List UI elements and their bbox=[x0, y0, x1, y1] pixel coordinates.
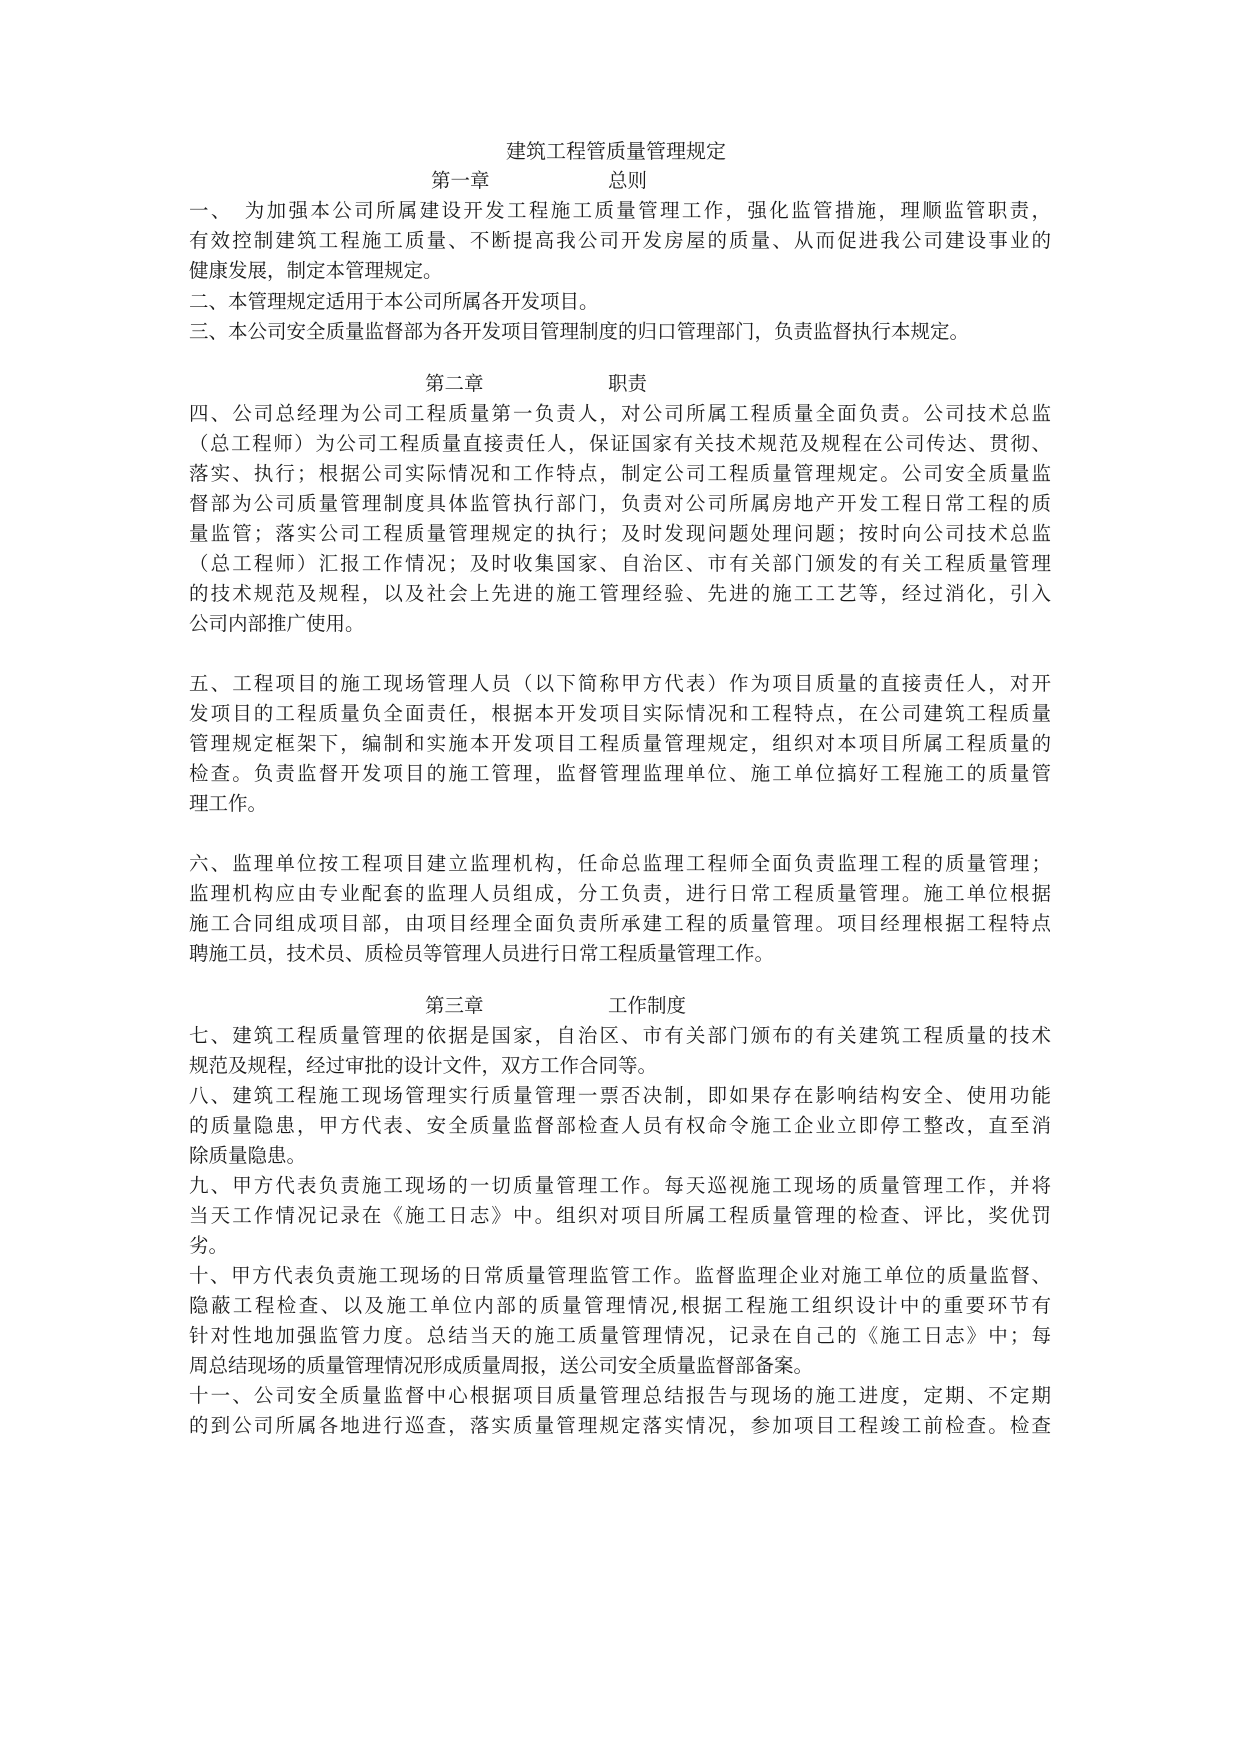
paragraph-line: 管理规定框架下，编制和实施本开发项目工程质量管理规定，组织对本项目所属工程质量的 bbox=[189, 732, 1051, 755]
paragraph-line: 一、 为加强本公司所属建设开发工程施工质量管理工作，强化监管措施，理顺监管职责， bbox=[189, 199, 1051, 222]
paragraph-line: 六、监理单位按工程项目建立监理机构，任命总监理工程师全面负责监理工程的质量管理； bbox=[189, 852, 1051, 875]
paragraph-line: 的技术规范及规程，以及社会上先进的施工管理经验、先进的施工工艺等，经过消化，引入 bbox=[189, 582, 1051, 605]
paragraph-line: 发项目的工程质量负全面责任，根据本开发项目实际情况和工程特点，在公司建筑工程质量 bbox=[189, 702, 1051, 725]
paragraph-line: 五、工程项目的施工现场管理人员（以下简称甲方代表）作为项目质量的直接责任人，对开 bbox=[189, 672, 1051, 695]
paragraph-line: 八、建筑工程施工现场管理实行质量管理一票否决制，即如果存在影响结构安全、使用功能 bbox=[189, 1084, 1051, 1107]
chapter-2-number: 第二章 bbox=[425, 372, 484, 395]
paragraph-line: 的质量隐患，甲方代表、安全质量监督部检查人员有权命令施工企业立即停工整改，直至消 bbox=[189, 1114, 1051, 1137]
document-title: 建筑工程管质量管理规定 bbox=[506, 139, 726, 163]
chapter-3-number: 第三章 bbox=[425, 994, 484, 1017]
paragraph-line: 量监管；落实公司工程质量管理规定的执行；及时发现问题处理问题；按时向公司技术总监 bbox=[189, 522, 1051, 545]
paragraph-line: 督部为公司质量管理制度具体监管执行部门，负责对公司所属房地产开发工程日常工程的质 bbox=[189, 492, 1051, 515]
chapter-3-name: 工作制度 bbox=[608, 994, 687, 1017]
paragraph-line: 劣。 bbox=[189, 1234, 229, 1257]
paragraph-line: 周总结现场的质量管理情况形成质量周报，送公司安全质量监督部备案。 bbox=[189, 1354, 814, 1377]
paragraph-line: 落实、执行；根据公司实际情况和工作特点，制定公司工程质量管理规定。公司安全质量监 bbox=[189, 462, 1051, 485]
paragraph-line: 四、公司总经理为公司工程质量第一负责人，对公司所属工程质量全面负责。公司技术总监 bbox=[189, 402, 1051, 425]
paragraph-line: 九、甲方代表负责施工现场的一切质量管理工作。每天巡视施工现场的质量管理工作，并将 bbox=[189, 1174, 1051, 1197]
paragraph-line: 的到公司所属各地进行巡查，落实质量管理规定落实情况，参加项目工程竣工前检查。检查 bbox=[189, 1414, 1051, 1437]
paragraph-line: 理工作。 bbox=[189, 792, 268, 815]
chapter-1-name: 总则 bbox=[608, 169, 648, 192]
paragraph-line: 规范及规程，经过审批的设计文件，双方工作合同等。 bbox=[189, 1054, 658, 1077]
paragraph-line: 有效控制建筑工程施工质量、不断提高我公司开发房屋的质量、从而促进我公司建设事业的 bbox=[189, 229, 1051, 252]
paragraph-line: 十一、公司安全质量监督中心根据项目质量管理总结报告与现场的施工进度，定期、不定期 bbox=[189, 1384, 1051, 1407]
paragraph-line: 当天工作情况记录在《施工日志》中。组织对项目所属工程质量管理的检查、评比，奖优罚 bbox=[189, 1204, 1051, 1227]
paragraph-line: 七、建筑工程质量管理的依据是国家，自治区、市有关部门颁布的有关建筑工程质量的技术 bbox=[189, 1024, 1051, 1047]
paragraph-line: 聘施工员，技术员、质检员等管理人员进行日常工程质量管理工作。 bbox=[189, 942, 775, 965]
paragraph-line: 针对性地加强监管力度。总结当天的施工质量管理情况，记录在自己的《施工日志》中；每 bbox=[189, 1324, 1051, 1347]
paragraph-line: 十、甲方代表负责施工现场的日常质量管理监管工作。监督监理企业对施工单位的质量监督、 bbox=[189, 1264, 1051, 1287]
paragraph-line: 除质量隐患。 bbox=[189, 1144, 307, 1167]
paragraph-line: 施工合同组成项目部，由项目经理全面负责所承建工程的质量管理。项目经理根据工程特点 bbox=[189, 912, 1051, 935]
paragraph-line: （总工程师）为公司工程质量直接责任人，保证国家有关技术规范及规程在公司传达、贯彻、 bbox=[189, 432, 1051, 455]
chapter-2-name: 职责 bbox=[608, 372, 648, 395]
paragraph-line: 三、本公司安全质量监督部为各开发项目管理制度的归口管理部门，负责监督执行本规定。 bbox=[189, 320, 970, 343]
paragraph-line: 健康发展，制定本管理规定。 bbox=[189, 259, 443, 282]
paragraph-line: 监理机构应由专业配套的监理人员组成，分工负责，进行日常工程质量管理。施工单位根据 bbox=[189, 882, 1051, 905]
paragraph-line: 隐蔽工程检查、以及施工单位内部的质量管理情况,根据工程施工组织设计中的重要环节有 bbox=[189, 1294, 1051, 1317]
chapter-1-number: 第一章 bbox=[431, 169, 490, 192]
paragraph-line: （总工程师）汇报工作情况；及时收集国家、自治区、市有关部门颁发的有关工程质量管理 bbox=[189, 552, 1051, 575]
paragraph-line: 公司内部推广使用。 bbox=[189, 612, 365, 635]
paragraph-line: 检查。负责监督开发项目的施工管理，监督管理监理单位、施工单位搞好工程施工的质量管 bbox=[189, 762, 1051, 785]
paragraph-line: 二、本管理规定适用于本公司所属各开发项目。 bbox=[189, 290, 599, 313]
